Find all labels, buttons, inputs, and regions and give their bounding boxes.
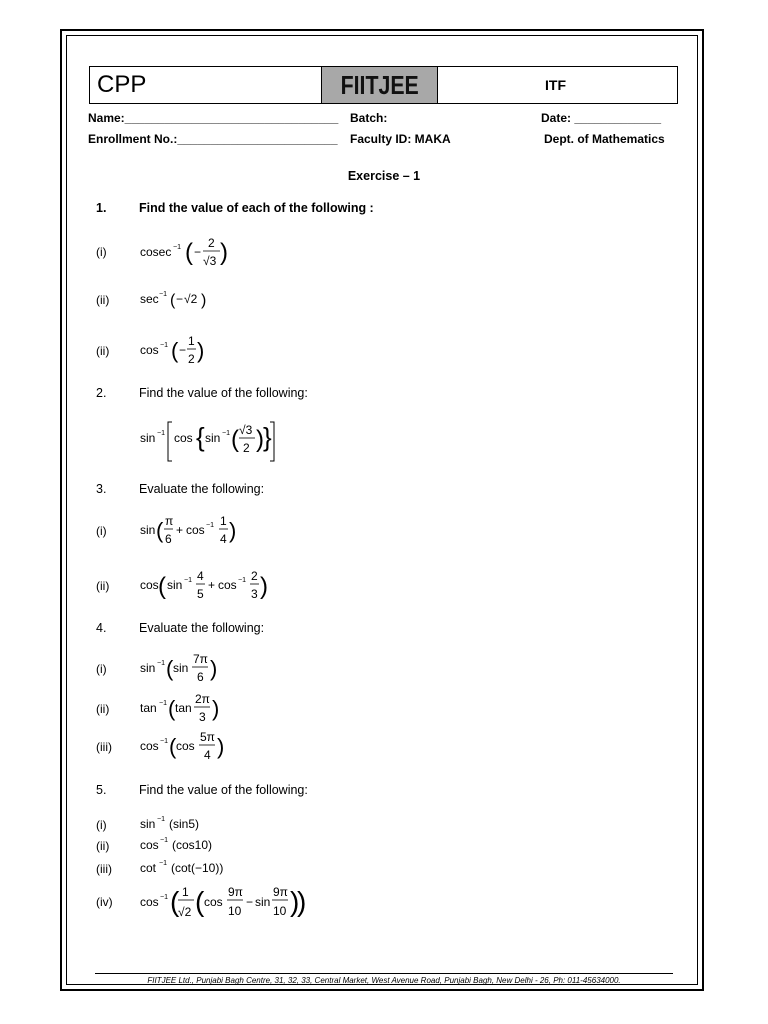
denominator: 4 [220,532,227,546]
fiitjee-logo [322,67,438,103]
minus-sign: − [179,343,187,357]
fiitjee-logo-text: FIITJEE [340,69,419,100]
func-cos: cos [140,578,159,592]
denominator: 2 [188,352,195,366]
svg-text:(: ( [170,886,180,917]
part-label: (i) [96,245,107,259]
denominator: √2 [178,905,192,919]
func-cosec: cosec [140,245,172,259]
func-tan: tan [175,701,192,715]
func-cos: cos [186,523,205,537]
svg-text:): ) [297,886,307,917]
func-cot: cot [140,861,157,875]
batch-field: Batch: [350,111,388,125]
name-field: Name:________________________________ [88,111,339,125]
numerator: √3 [239,423,253,437]
numerator: 9π [228,885,243,899]
svg-text:): ) [212,696,220,721]
math-expression [138,284,228,314]
part-label: (i) [96,524,107,538]
plus-sign: + [176,523,184,537]
inverse-superscript: −1 [173,244,181,251]
question-number: 4. [96,621,107,635]
radical: √2 [184,292,198,306]
math-expression [138,418,288,464]
header-itf: ITF [545,77,566,93]
numerator: 5π [200,730,215,744]
denominator: 10 [228,904,242,918]
inverse-superscript: −1 [159,700,167,707]
func-sin: sin [140,431,156,445]
numerator: 9π [273,885,288,899]
svg-text:(: ( [195,886,205,917]
numerator: 2π [195,692,210,706]
argument: (sin5) [169,817,200,831]
header-box [89,66,678,104]
numerator: 2 [251,569,258,583]
func-sin: sin [140,523,156,537]
part-label: (iii) [96,740,112,754]
math-expression [138,880,308,926]
part-label: (ii) [96,344,110,358]
minus-sign: − [246,895,254,909]
part-label: (ii) [96,293,110,307]
numerator: 1 [220,514,227,528]
minus-sign: − [176,292,184,306]
inverse-superscript: −1 [159,291,167,298]
math-expression [138,856,248,880]
func-sin: sin [140,661,156,675]
numerator: 4 [197,569,204,583]
inverse-superscript: −1 [157,816,165,823]
part-label: (i) [96,818,107,832]
inverse-superscript: −1 [157,660,165,667]
question-text: Evaluate the following: [139,482,265,496]
svg-text:}: } [263,422,272,452]
func-cos: cos [176,739,195,753]
svg-text:): ) [290,886,300,917]
question-text: Find the value of the following: [139,386,308,400]
func-tan: tan [140,701,157,715]
denominator: 6 [165,532,172,546]
svg-text:): ) [201,292,207,309]
func-cos: cos [140,838,159,852]
enrollment-field: Enrollment No.:________________________ [88,132,338,146]
func-sin: sin [167,578,183,592]
math-expression [138,729,238,769]
func-cos: cos [218,578,237,592]
func-sin: sin [173,661,189,675]
func-cos: cos [140,895,159,909]
denominator: 2 [243,441,250,455]
department: Dept. of Mathematics [544,132,665,146]
question-number: 2. [96,386,107,400]
denominator: 3 [251,587,258,601]
func-sin: sin [205,431,221,445]
svg-text:): ) [197,338,205,363]
numerator: 7π [193,652,208,666]
denominator: 10 [273,904,287,918]
part-label: (ii) [96,702,110,716]
faculty-id: Faculty ID: MAKA [350,132,451,146]
header-cpp: CPP [90,67,322,103]
numerator: π [165,514,174,528]
func-cos: cos [140,343,159,357]
part-label: (ii) [96,839,110,853]
question-number: 3. [96,482,107,496]
numerator: 1 [188,334,195,348]
func-sin: sin [255,895,271,909]
func-cos: cos [174,431,193,445]
question-text: Evaluate the following: [139,621,265,635]
part-label: (iii) [96,862,112,876]
part-label: (iv) [96,895,113,909]
inverse-superscript: −1 [222,430,230,437]
inverse-superscript: −1 [160,738,168,745]
question-text: Find the value of each of the following : [139,201,374,215]
svg-text:(: ( [185,239,193,266]
inverse-superscript: −1 [160,837,168,844]
denominator: 6 [197,670,204,684]
denominator: 3 [199,710,206,724]
inverse-superscript: −1 [160,342,168,349]
svg-text:): ) [217,734,225,759]
svg-text:(: ( [169,734,177,759]
plus-sign: + [208,578,216,592]
date-field: Date: _____________ [541,111,662,125]
inverse-superscript: −1 [157,430,165,437]
svg-text:(: ( [166,656,174,681]
inverse-superscript: −1 [238,577,246,584]
math-expression [138,833,228,857]
svg-text:(: ( [170,292,176,309]
footer-rule [95,973,673,974]
math-expression [138,332,228,372]
denominator: √3 [203,254,217,268]
denominator: 4 [204,748,211,762]
func-cos: cos [204,895,223,909]
inverse-superscript: −1 [206,522,214,529]
svg-text:): ) [229,518,237,543]
inverse-superscript: −1 [159,860,167,867]
argument: (cos10) [172,838,213,852]
func-cos: cos [140,739,159,753]
part-label: (ii) [96,579,110,593]
svg-text:(: ( [158,573,166,600]
argument: (cot(−10)) [171,861,224,875]
numerator: 1 [182,885,189,899]
math-expression [138,651,238,691]
math-expression [138,566,278,608]
question-text: Find the value of the following: [139,783,308,797]
inverse-superscript: −1 [160,894,168,901]
svg-text:(: ( [168,696,176,721]
svg-text:(: ( [156,518,164,543]
numerator: 2 [208,236,215,250]
svg-text:(: ( [171,338,179,363]
func-sin: sin [140,817,156,831]
func-sec: sec [140,292,159,306]
question-number: 5. [96,783,107,797]
part-label: (i) [96,662,107,676]
svg-text:): ) [256,426,264,453]
exercise-title: Exercise – 1 [347,169,421,183]
math-expression [138,512,248,552]
math-expression [138,691,238,731]
question-number: 1. [96,201,107,215]
denominator: 5 [197,587,204,601]
svg-text:): ) [220,239,228,266]
minus-sign: − [194,245,202,259]
svg-text:): ) [260,573,268,600]
svg-text:): ) [210,656,218,681]
svg-text:(: ( [231,426,239,453]
math-expression [138,232,248,272]
footer-address: FIITJEE Ltd., Punjabi Bagh Centre, 31, 32, 33, Central Market, West Avenue Road, Punjabi Bagh, New Delhi - 26, Ph: 011-45634000. [147,976,621,985]
svg-text:{: { [196,422,205,452]
inverse-superscript: −1 [184,577,192,584]
